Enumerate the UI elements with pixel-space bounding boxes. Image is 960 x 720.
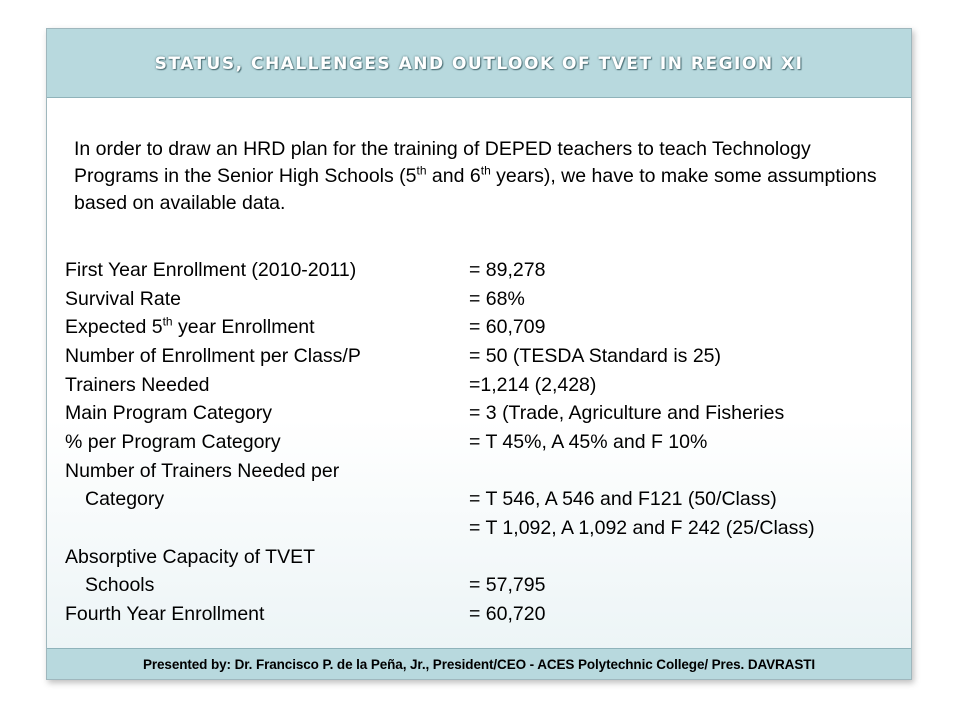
intro-text-1: In order to draw an HRD plan for the training of DEPED teachers to teach Technology Programs in the Senior High Schools (5 <box>74 138 811 187</box>
table-row <box>65 457 815 486</box>
row-label: Category <box>85 488 165 511</box>
row-label: % per Program Category <box>65 430 281 453</box>
table-row <box>65 399 815 428</box>
row-value <box>469 543 815 572</box>
intro-sup-1: th <box>416 163 427 178</box>
footer-bar <box>47 648 911 679</box>
title-bar <box>47 29 911 98</box>
row-label-post: year Enrollment <box>172 316 315 339</box>
table-row <box>65 256 815 285</box>
row-label: Trainers Needed <box>65 373 210 396</box>
row-value: = T 546, A 546 and F121 (50/Class) <box>469 488 777 511</box>
row-label: Absorptive Capacity of TVET <box>65 545 315 568</box>
row-label <box>65 313 469 342</box>
row-value <box>469 457 815 486</box>
row-label: Number of Trainers Needed per <box>65 459 340 482</box>
row-value: = T 45%, A 45% and F 10% <box>469 430 708 453</box>
row-value: = 3 (Trade, Agriculture and Fisheries <box>469 402 785 425</box>
table-row <box>65 543 815 572</box>
table-row <box>65 572 815 601</box>
row-label: Survival Rate <box>65 287 181 310</box>
row-label: Number of Enrollment per Class/P <box>65 344 361 367</box>
table-row <box>65 285 815 314</box>
row-value: = 60,709 <box>469 316 546 339</box>
presenter-credit: Presented by: Dr. Francisco P. de la Peña, Jr., President/CEO - ACES Polytechnic College/ Pres. DAVRASTI <box>142 656 816 672</box>
row-value: = 68% <box>469 287 525 310</box>
row-value: = 60,720 <box>469 603 546 626</box>
table-row <box>65 600 815 629</box>
table-row <box>65 428 815 457</box>
table-row <box>65 371 815 400</box>
intro-text-2: and 6 <box>426 165 481 187</box>
row-label-sup: th <box>162 314 173 329</box>
table-row <box>65 342 815 371</box>
row-value: = 50 (TESDA Standard is 25) <box>469 344 722 367</box>
row-value: = 89,278 <box>469 258 546 281</box>
assumptions-table <box>65 256 815 629</box>
row-label: Schools <box>85 574 155 597</box>
row-value: = 57,795 <box>469 574 546 597</box>
row-label: First Year Enrollment (2010-2011) <box>65 258 357 281</box>
table-row <box>65 486 815 515</box>
slide-title: STATUS, CHALLENGES AND OUTLOOK OF TVET IN REGION XI <box>154 54 804 74</box>
row-label <box>65 514 469 543</box>
intro-paragraph <box>74 136 884 217</box>
row-label: Fourth Year Enrollment <box>65 603 265 626</box>
row-label-pre: Expected 5 <box>65 316 163 339</box>
row-value: =1,214 (2,428) <box>469 373 597 396</box>
intro-sup-2: th <box>480 163 491 178</box>
row-value: = T 1,092, A 1,092 and F 242 (25/Class) <box>469 517 815 540</box>
table-row <box>65 514 815 543</box>
table-row <box>65 313 815 342</box>
intro-text-3: years), we have to make some assumptions based on available data. <box>74 165 877 214</box>
row-label: Main Program Category <box>65 402 272 425</box>
